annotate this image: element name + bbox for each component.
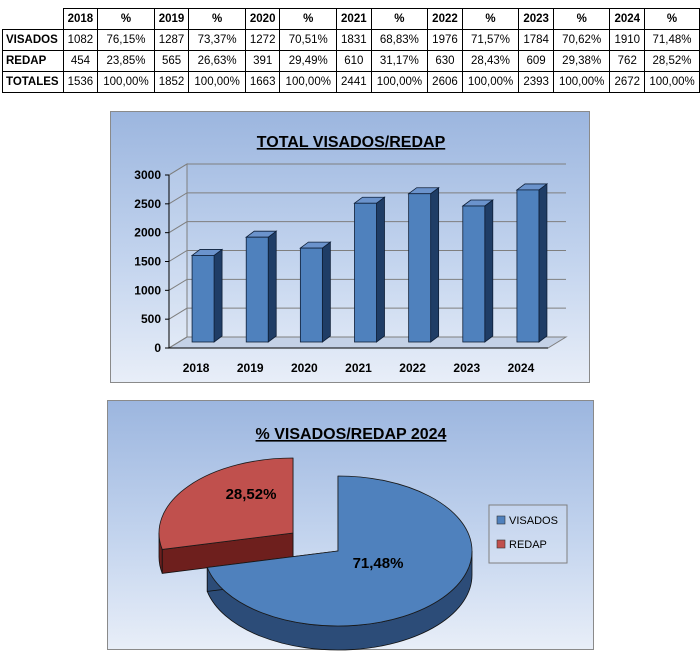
table-header-cell: 2021: [337, 9, 372, 30]
table-cell: 454: [63, 51, 98, 72]
table-cell: 76,15%: [98, 30, 155, 51]
pie-data-label: 71,48%: [352, 555, 404, 572]
table-header-cell: 2020: [245, 9, 280, 30]
table-cell: 71,48%: [645, 30, 700, 51]
table-cell: 2441: [337, 72, 372, 93]
table-header-cell: %: [98, 9, 155, 30]
pie-chart-title: % VISADOS/REDAP 2024: [255, 426, 447, 443]
table-row-label: VISADOS: [3, 30, 64, 51]
table-cell: 100,00%: [280, 72, 337, 93]
bar: [355, 203, 377, 342]
table-cell: 26,63%: [189, 51, 246, 72]
y-tick-label: 2500: [134, 196, 161, 211]
table-cell: 2606: [428, 72, 463, 93]
table-cell: 1852: [154, 72, 189, 93]
pie-chart: [108, 401, 595, 651]
legend-swatch: [497, 516, 505, 524]
table-cell: 762: [610, 51, 645, 72]
bar: [246, 237, 268, 342]
legend-box: [489, 505, 567, 563]
x-tick-label: 2019: [236, 361, 264, 375]
bar-side: [485, 200, 493, 342]
legend: [489, 505, 567, 563]
table-cell: 630: [428, 51, 463, 72]
table-cell: 1910: [610, 30, 645, 51]
table-header-row: [3, 9, 700, 30]
bar: [409, 194, 431, 342]
stats-table: [2, 8, 700, 93]
table-cell: 23,85%: [98, 51, 155, 72]
bar: [517, 190, 539, 342]
legend-label: REDAP: [509, 539, 547, 551]
y-tick-label: 500: [140, 312, 161, 327]
gridline: [169, 164, 566, 175]
table-cell: 565: [154, 51, 189, 72]
table-cell: 1287: [154, 30, 189, 51]
table-cell: 1663: [245, 72, 280, 93]
pie-data-label: 28,52%: [225, 486, 277, 503]
bar-side: [431, 188, 439, 342]
table-row: [3, 72, 700, 93]
table-cell: 100,00%: [98, 72, 155, 93]
table-cell: 2393: [519, 72, 554, 93]
table-cell: 391: [245, 51, 280, 72]
table-cell: 70,51%: [280, 30, 337, 51]
table-cell: 29,38%: [553, 51, 610, 72]
bar-chart-title: TOTAL VISADOS/REDAP: [256, 134, 446, 151]
bar-side: [539, 184, 547, 342]
table-header-cell: 2018: [63, 9, 98, 30]
table-cell: 31,17%: [371, 51, 428, 72]
table-cell: 100,00%: [645, 72, 700, 93]
table-cell: 1976: [428, 30, 463, 51]
table-cell: 609: [519, 51, 554, 72]
table-cell: 70,62%: [553, 30, 610, 51]
table-cell: 1831: [337, 30, 372, 51]
bar: [192, 255, 214, 342]
table-header-cell: %: [553, 9, 610, 30]
y-tick-label: 0: [154, 341, 161, 355]
table-header-cell: 2019: [154, 9, 189, 30]
table-cell: 1272: [245, 30, 280, 51]
table-cell: 610: [337, 51, 372, 72]
table-cell: 100,00%: [371, 72, 428, 93]
table-header-cell: 2022: [428, 9, 463, 30]
table-header-cell: %: [280, 9, 337, 30]
x-tick-label: 2020: [291, 361, 318, 375]
table-cell: 1784: [519, 30, 554, 51]
table-header-cell: 2024: [610, 9, 645, 30]
x-tick-label: 2021: [345, 361, 372, 375]
table-corner: [3, 9, 64, 30]
y-tick-label: 2000: [134, 225, 161, 240]
pie-chart-panel: [107, 400, 594, 650]
table-cell: 29,49%: [280, 51, 337, 72]
table-cell: 1082: [63, 30, 98, 51]
table-row-label: REDAP: [3, 51, 64, 72]
table-cell: 100,00%: [553, 72, 610, 93]
y-tick-label: 1500: [134, 254, 161, 269]
table-header-cell: %: [462, 9, 519, 30]
bar-chart-panel: [110, 111, 590, 383]
table-header-cell: %: [371, 9, 428, 30]
bar: [463, 206, 485, 342]
x-tick-label: 2024: [507, 361, 535, 375]
table-cell: 1536: [63, 72, 98, 93]
table-cell: 28,52%: [645, 51, 700, 72]
bar-side: [214, 249, 222, 342]
table-header-cell: %: [645, 9, 700, 30]
table-cell: 2672: [610, 72, 645, 93]
y-tick-label: 3000: [134, 168, 161, 182]
legend-label: VISADOS: [509, 515, 558, 527]
bar-side: [377, 197, 385, 342]
legend-swatch: [497, 540, 505, 548]
table-header-cell: 2023: [519, 9, 554, 30]
table-cell: 73,37%: [189, 30, 246, 51]
bar: [300, 248, 322, 342]
table-cell: 71,57%: [462, 30, 519, 51]
table-row: [3, 51, 700, 72]
pie-slice: [159, 458, 293, 549]
table-cell: 100,00%: [462, 72, 519, 93]
x-tick-label: 2018: [182, 361, 210, 375]
table-row: [3, 30, 700, 51]
bar-side: [322, 242, 330, 342]
bar-side: [268, 231, 276, 342]
table-row-label: TOTALES: [3, 72, 64, 93]
bar-chart: [111, 112, 591, 384]
x-tick-label: 2022: [399, 361, 426, 375]
x-tick-label: 2023: [453, 361, 481, 375]
table-header-cell: %: [189, 9, 246, 30]
table-cell: 28,43%: [462, 51, 519, 72]
y-tick-label: 1000: [134, 283, 161, 298]
table-cell: 68,83%: [371, 30, 428, 51]
table-cell: 100,00%: [189, 72, 246, 93]
